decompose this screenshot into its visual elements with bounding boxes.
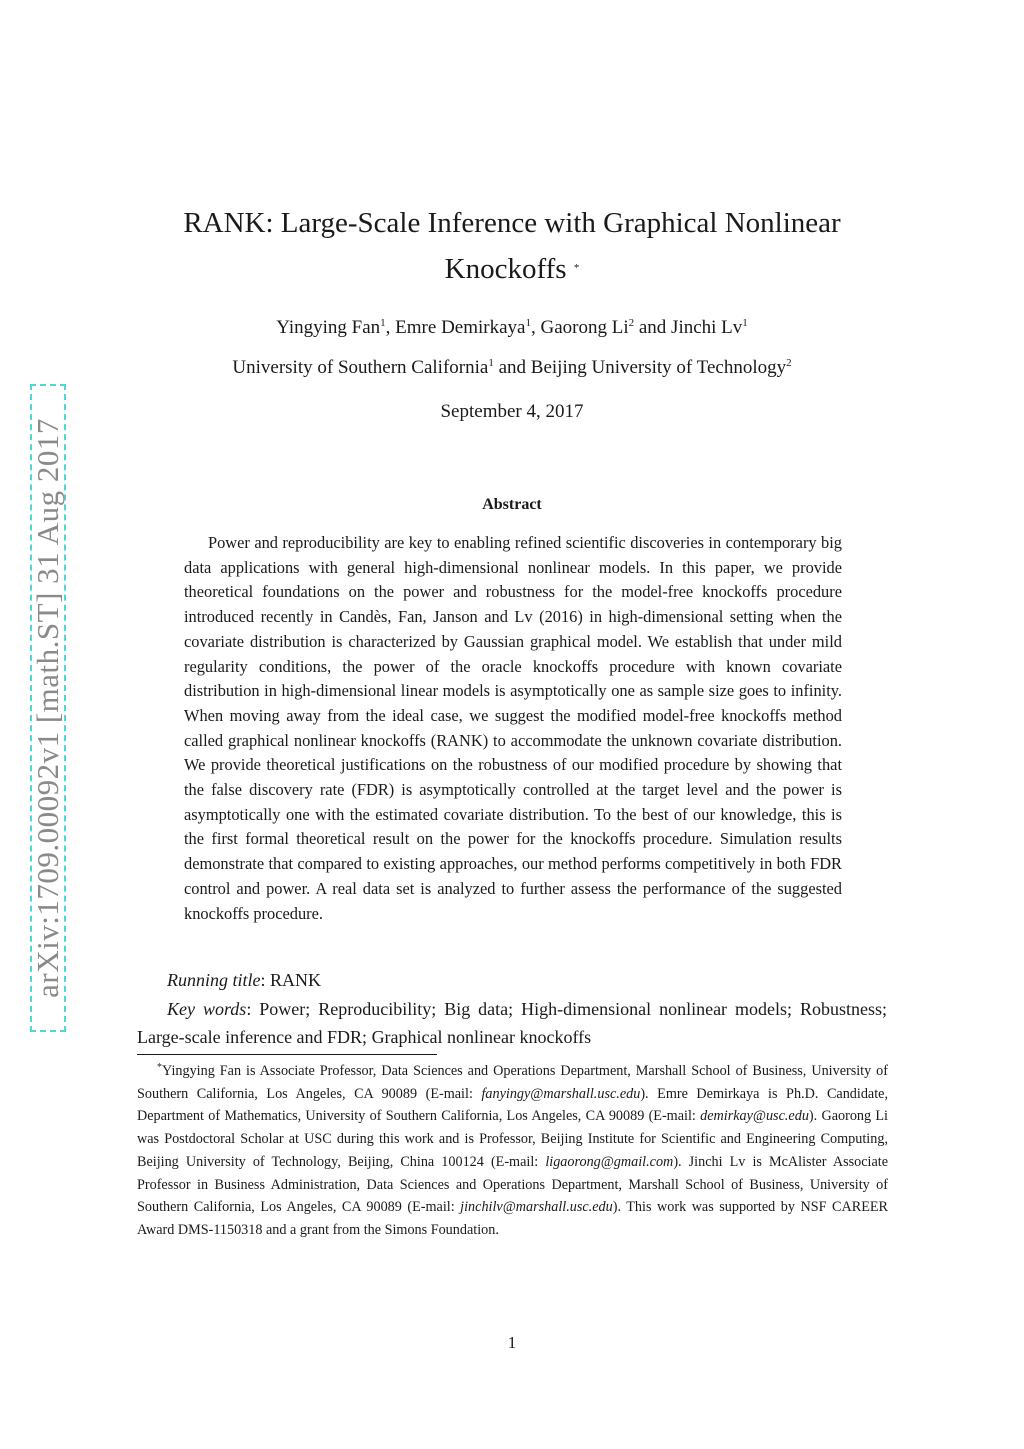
footnote-text: ). Gaorong Li was Postdoctoral Scholar at USC during this work and is Professor, Beijing Institute for Scientific and Engineering Computing, Beijing University of Technology, Beijing, China 100124 (E-mail: — [137, 1108, 888, 1170]
affiliations — [140, 354, 884, 382]
affiliation-joiner: and — [493, 357, 531, 378]
keywords — [137, 995, 887, 1051]
affiliation-usc: University of Southern California — [232, 357, 489, 378]
paper-date: September 4, 2017 — [440, 401, 584, 422]
footnote-mark: * — [157, 1062, 162, 1073]
abstract-heading: Abstract — [482, 496, 542, 513]
author-name: Emre Demirkaya — [395, 317, 526, 338]
keywords-value: : Power; Reproducibility; Big data; High-dimensional nonlinear models; Robustness; Large-scale inference and FDR; Graphical nonlinear knockoffs — [137, 999, 887, 1047]
author-affil-sup: 1 — [380, 317, 386, 329]
arxiv-stamp-text: arXiv:1709.00092v1 [math.ST] 31 Aug 2017 — [30, 418, 65, 998]
running-title-value: : RANK — [260, 970, 322, 990]
page-number: 1 — [507, 1333, 517, 1352]
running-title-label: Running title — [167, 970, 261, 990]
author-separator: , — [385, 317, 396, 338]
footnote-email: demirkay@usc.edu — [700, 1108, 809, 1125]
title-line-1: RANK: Large-Scale Inference with Graphical Nonlinear — [183, 207, 841, 239]
footnote-rule — [137, 1054, 437, 1055]
footnote-text: Yingying Fan is Associate Professor, Data Sciences and Operations Department, Marshall School of Business, University of Southern California, Los Angeles, CA 90089 (E-mail: — [137, 1063, 888, 1102]
author-separator: and — [634, 317, 672, 338]
author-name: Yingying Fan — [276, 317, 381, 338]
author-name: Gaorong Li — [540, 317, 629, 338]
affiliation-bjut: Beijing University of Technology — [530, 357, 787, 378]
keywords-label: Key words — [167, 999, 247, 1019]
title-line-2: Knockoffs — [444, 253, 567, 285]
footnote — [137, 1060, 888, 1242]
title-footnote-mark: * — [573, 262, 580, 274]
footnote-text: ). This work was supported by NSF CAREER Award DMS-1150318 and a grant from the Simons Foundation. — [137, 1199, 888, 1238]
author-separator: , — [530, 317, 541, 338]
running-title — [167, 967, 321, 994]
author-name: Jinchi Lv — [671, 317, 743, 338]
footnote-text: ). Emre Demirkaya is Ph.D. Candidate, Department of Mathematics, University of Southern California, Los Angeles, CA 90089 (E-mail: — [137, 1085, 889, 1125]
affiliation-sup: 2 — [786, 357, 792, 369]
author-affil-sup: 1 — [525, 317, 531, 329]
footnote-email: jinchilv@marshall.usc.edu — [460, 1199, 613, 1216]
affiliation-sup: 1 — [488, 357, 494, 369]
paper-title — [160, 200, 864, 292]
footnote-email: ligaorong@gmail.com — [545, 1153, 674, 1170]
arxiv-stamp — [30, 384, 66, 1032]
footnote-email: fanyingy@marshall.usc.edu — [481, 1085, 641, 1102]
author-affil-sup: 2 — [628, 317, 635, 329]
abstract-text: Power and reproducibility are key to enabling refined scientific discoveries in contemporary big data applications with general high-dimensional nonlinear models. In this paper, we provide theoretical foundations on the power and robustness for the model-free knockoffs procedure introduced recently in Candès, Fan, Janson and Lv (2016) in high-dimensional setting when the covariate distribution is characterized by Gaussian graphical model. We establish that under mild regularity conditions, the power of the oracle knockoffs procedure with known covariate distribution in high-dimensional linear models is asymptotically one as sample size goes to infinity. When moving away from the ideal case, we suggest the modified model-free knockoffs method called graphical nonlinear knockoffs (RANK) to accommodate the unknown covariate distribution. We provide theoretical justifications on the robustness of our modified procedure by showing that the false discovery rate (FDR) is asymptotically controlled at the target level and the power is asymptotically one with the estimated covariate distribution. To the best of our knowledge, this is the first formal theoretical result on the power for the knockoffs procedure. Simulation results demonstrate that compared to existing approaches, our method performs competitively in both FDR control and power. A real data set is analyzed to further assess the performance of the suggested knockoffs procedure. — [184, 533, 842, 923]
author-affil-sup: 1 — [742, 317, 748, 329]
author-list — [160, 314, 864, 342]
footnote-text: ). Jinchi Lv is McAlister Associate Professor in Business Administration, Data Sciences and Operations Department, Marshall School of Business, University of Southern California, Los Angeles, CA 90089 (E-mail: — [137, 1153, 888, 1216]
